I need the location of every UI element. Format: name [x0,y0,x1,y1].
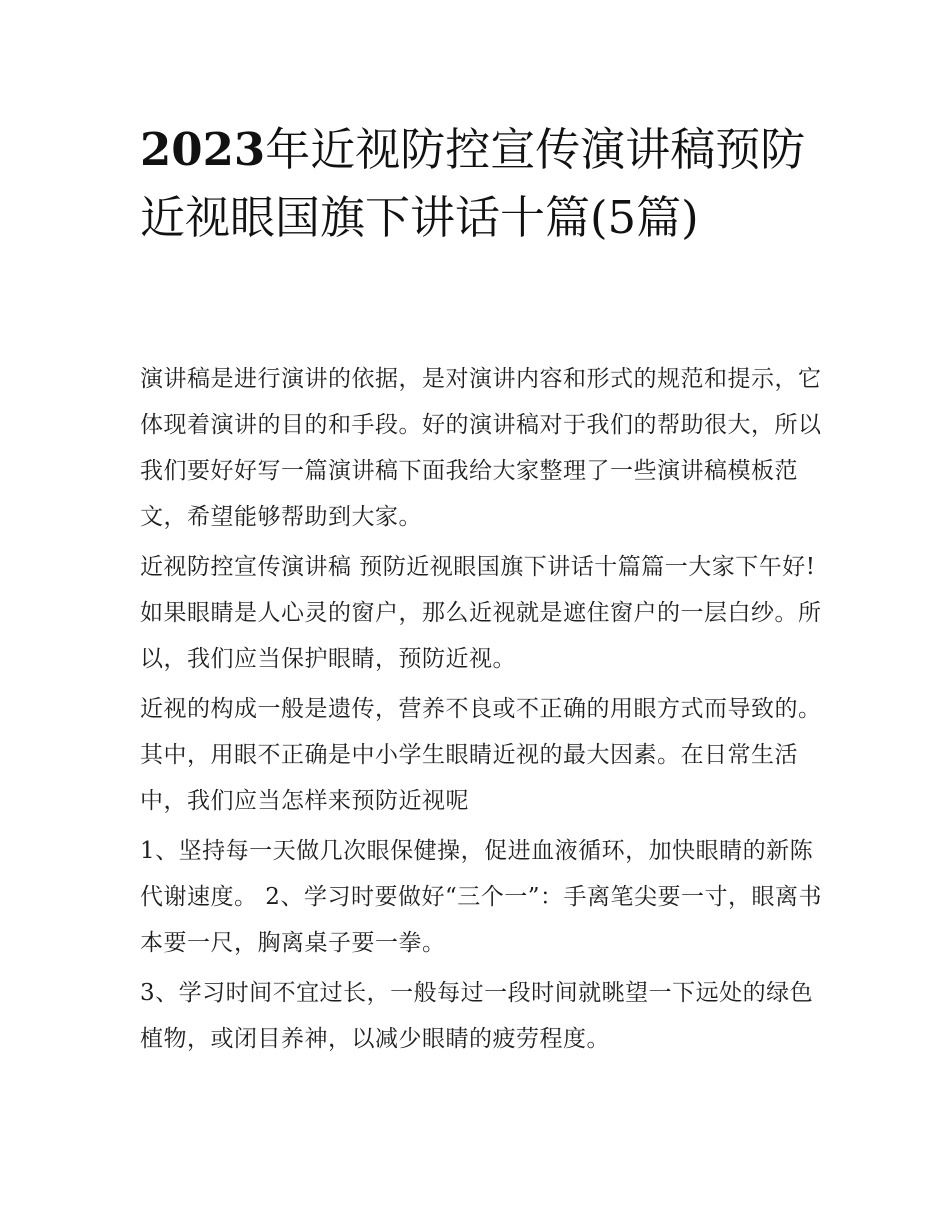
paragraph-speech-opening: 近视防控宣传演讲稿 预防近视眼国旗下讲话十篇篇一大家下午好! 如果眼睛是人心灵的窗户，那么近视就是遮住窗户的一层白纱。所以，我们应当保护眼睛，预防近视。 [140,554,822,672]
document-body [140,356,830,1066]
paragraph-myopia-causes: 近视的构成一般是遗传，营养不良或不正确的用眼方式而导致的。其中，用眼不正确是中小学生眼睛近视的最大因素。在日常生活中，我们应当怎样来预防近视呢 [140,696,822,814]
document-title [140,116,820,252]
paragraph-tips-1-2: 1、坚持每一天做几次眼保健操，促进血液循环，加快眼睛的新陈代谢速度。 2、学习时要做好“三个一”：手离笔尖要一寸，眼离书本要一尺，胸离桌子要一拳。 [140,838,822,956]
title-text: 年近视防控宣传演讲稿预防近视眼国旗下讲话十篇(5篇) [140,123,806,244]
title-year: 2023 [140,123,266,176]
paragraph-intro: 演讲稿是进行演讲的依据，是对演讲内容和形式的规范和提示，它体现着演讲的目的和手段。好的演讲稿对于我们的帮助很大，所以我们要好好写一篇演讲稿下面我给大家整理了一些演讲稿模板范文，希望能够帮助到大家。 [140,366,822,530]
paragraph-tip-3: 3、学习时间不宜过长，一般每过一段时间就眺望一下远处的绿色植物，或闭目养神，以减少眼睛的疲劳程度。 [140,980,814,1052]
